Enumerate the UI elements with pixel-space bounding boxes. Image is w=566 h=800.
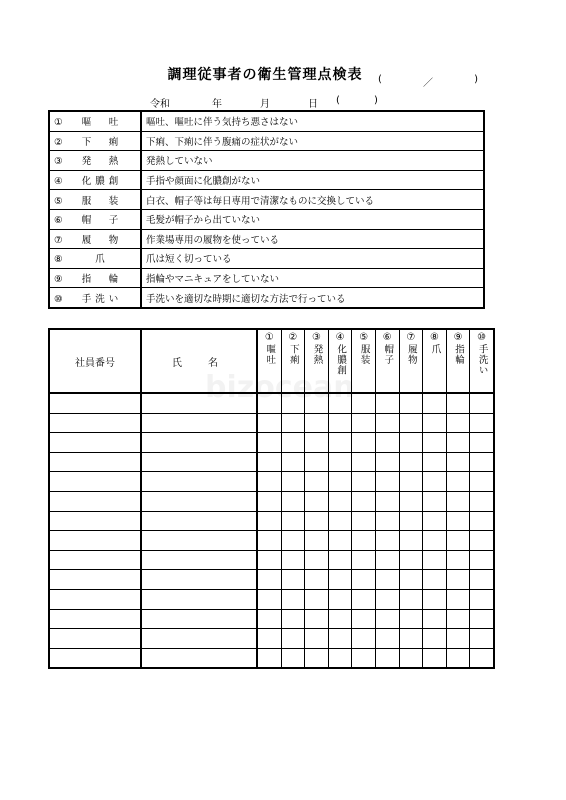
check-cell[interactable] [328,550,352,570]
check-column-number: ③ [312,332,321,343]
check-cell[interactable] [281,609,305,629]
check-cell[interactable] [423,452,447,472]
check-cell[interactable] [399,609,423,629]
check-cell[interactable] [281,472,305,492]
check-cell[interactable] [352,570,376,590]
check-cell[interactable] [352,452,376,472]
checklist-item-label: 手洗い [81,293,123,305]
check-cell[interactable] [399,491,423,511]
employee-id-cell[interactable] [49,550,141,570]
checklist-item-description: 白衣、帽子等は毎日専用で清潔なものに交換している [141,190,484,210]
employee-name-cell[interactable] [141,433,257,453]
employee-id-cell[interactable] [49,393,141,413]
check-cell[interactable] [423,609,447,629]
check-column-number: ⑧ [429,332,439,343]
checklist-row [49,190,484,210]
checklist-item-name [49,111,141,131]
checklist-item-name [49,151,141,171]
checklist-item-number: ⑤ [54,195,63,207]
check-cell[interactable] [446,531,470,551]
check-cell[interactable] [352,413,376,433]
checklist-item-name [49,170,141,190]
check-cell[interactable] [352,609,376,629]
check-cell[interactable] [328,433,352,453]
check-cell[interactable] [470,491,494,511]
table-row [49,433,494,453]
employee-check-grid [48,328,495,669]
date-month: 月 [260,99,270,110]
check-column-header [305,329,329,393]
checklist-item-name [49,190,141,210]
check-column-header [399,329,423,393]
check-cell[interactable] [423,550,447,570]
check-cell[interactable] [257,570,281,590]
employee-name-cell[interactable] [141,609,257,629]
check-cell[interactable] [375,531,399,551]
checklist-item-label: 履 物 [81,234,123,246]
check-column-header [352,329,376,393]
checklist-item-name [49,131,141,151]
check-cell[interactable] [399,472,423,492]
checklist-item-label: 帽 子 [81,215,123,227]
check-cell[interactable] [281,648,305,668]
check-cell[interactable] [446,413,470,433]
checklist-item-label: 発 熱 [81,156,123,168]
check-cell[interactable] [305,589,329,609]
check-cell[interactable] [446,609,470,629]
check-cell[interactable] [423,511,447,531]
employee-name-cell[interactable] [141,629,257,649]
table-row [49,629,494,649]
checklist-item-name [49,209,141,229]
check-column-number: ① [264,332,274,343]
checklist-item-number: ⑩ [54,293,63,305]
check-cell[interactable] [305,609,329,629]
check-cell[interactable] [305,433,329,453]
check-cell[interactable] [399,648,423,668]
checklist-item-description: 下痢、下痢に伴う腹痛の症状がない [141,131,484,151]
employee-id-cell[interactable] [49,433,141,453]
check-cell[interactable] [281,511,305,531]
checklist-item-description: 作業場専用の履物を使っている [141,229,484,249]
check-cell[interactable] [281,491,305,511]
employee-id-cell[interactable] [49,589,141,609]
check-column-label: 嘔吐 [264,344,276,365]
check-cell[interactable] [423,472,447,492]
check-cell[interactable] [328,570,352,590]
check-column-number: ② [288,332,298,343]
check-column-label: 化膿創 [335,344,347,376]
check-cell[interactable] [375,589,399,609]
checklist-row [49,229,484,249]
check-column-header [328,329,352,393]
employee-name-cell[interactable] [141,413,257,433]
checklist-item-description: 手洗いを適切な時期に適切な方法で行っている [141,288,484,308]
check-cell[interactable] [305,491,329,511]
check-cell[interactable] [281,629,305,649]
check-cell[interactable] [470,413,494,433]
check-cell[interactable] [470,550,494,570]
check-cell[interactable] [281,433,305,453]
page-title: 調理従事者の衛生管理点検表 [167,67,363,83]
checklist-row [49,111,484,131]
employee-id-cell[interactable] [49,511,141,531]
check-column-number: ⑩ [477,332,487,343]
check-cell[interactable] [257,609,281,629]
check-cell[interactable] [281,550,305,570]
check-cell[interactable] [305,511,329,531]
checklist-item-name [49,229,141,249]
table-row [49,452,494,472]
page-counter-close: ) [474,74,478,85]
check-cell[interactable] [328,531,352,551]
check-cell[interactable] [399,452,423,472]
check-cell[interactable] [423,413,447,433]
check-cell[interactable] [399,413,423,433]
check-cell[interactable] [305,393,329,413]
check-cell[interactable] [446,589,470,609]
table-row [49,491,494,511]
check-column-header [375,329,399,393]
checklist-item-number: ⑥ [54,215,63,227]
check-cell[interactable] [399,511,423,531]
check-cell[interactable] [470,648,494,668]
checklist-item-number: ⑧ [54,254,63,266]
check-cell[interactable] [305,550,329,570]
checklist-item-description: 手指や顔面に化膿創がない [141,170,484,190]
checklist-item-number: ⑦ [54,234,63,246]
employee-name-cell[interactable] [141,491,257,511]
check-cell[interactable] [352,433,376,453]
check-cell[interactable] [399,433,423,453]
check-cell[interactable] [375,511,399,531]
check-cell[interactable] [305,531,329,551]
check-column-label: 下痢 [287,344,299,365]
check-cell[interactable] [375,413,399,433]
employee-id-header: 社員番号 [49,329,141,393]
check-cell[interactable] [446,393,470,413]
check-cell[interactable] [257,413,281,433]
weekday-close: ) [374,95,378,106]
page-counter-open: ( [378,74,382,85]
table-row [49,511,494,531]
check-column-number: ④ [335,332,345,343]
check-cell[interactable] [470,629,494,649]
check-column-number: ⑥ [382,332,392,343]
checklist-item-number: ③ [54,156,63,168]
employee-id-cell[interactable] [49,472,141,492]
check-cell[interactable] [375,433,399,453]
check-cell[interactable] [375,472,399,492]
checklist-row [49,288,484,308]
checklist-row [49,151,484,171]
check-cell[interactable] [375,393,399,413]
check-cell[interactable] [257,589,281,609]
check-cell[interactable] [470,433,494,453]
check-cell[interactable] [257,550,281,570]
check-cell[interactable] [470,589,494,609]
employee-id-cell[interactable] [49,413,141,433]
check-cell[interactable] [305,413,329,433]
check-cell[interactable] [470,570,494,590]
table-row [49,570,494,590]
check-cell[interactable] [446,433,470,453]
check-cell[interactable] [328,609,352,629]
check-cell[interactable] [328,472,352,492]
checklist-item-label: 指 輪 [81,274,123,286]
check-cell[interactable] [305,629,329,649]
check-cell[interactable] [257,472,281,492]
check-cell[interactable] [446,511,470,531]
check-column-label: 指輪 [453,344,465,365]
check-cell[interactable] [257,629,281,649]
employee-id-cell[interactable] [49,609,141,629]
employee-name-cell[interactable] [141,393,257,413]
check-cell[interactable] [257,452,281,472]
check-column-number: ⑤ [359,332,369,343]
check-cell[interactable] [423,393,447,413]
check-cell[interactable] [305,452,329,472]
check-cell[interactable] [423,648,447,668]
checklist-item-number: ⑨ [54,274,63,286]
check-cell[interactable] [446,629,470,649]
check-cell[interactable] [470,393,494,413]
checklist-item-description: 嘔吐、嘔吐に伴う気持ち悪さはない [141,111,484,131]
check-column-label: 服装 [358,344,370,365]
checklist-item-description: 指輪やマニキュアをしていない [141,268,484,288]
check-cell[interactable] [257,648,281,668]
check-cell[interactable] [352,589,376,609]
check-cell[interactable] [470,472,494,492]
checklist-item-name [49,268,141,288]
check-cell[interactable] [423,629,447,649]
weekday-open: ( [336,95,340,106]
check-cell[interactable] [446,648,470,668]
checklist-item-label: 服 装 [81,195,123,207]
check-cell[interactable] [352,531,376,551]
checklist-item-name [49,288,141,308]
employee-id-cell[interactable] [49,629,141,649]
check-cell[interactable] [446,472,470,492]
check-cell[interactable] [399,589,423,609]
check-cell[interactable] [328,648,352,668]
table-row [49,589,494,609]
date-line [150,95,378,110]
check-cell[interactable] [328,452,352,472]
check-cell[interactable] [399,570,423,590]
check-column-label: 爪 [429,344,441,355]
check-cell[interactable] [305,648,329,668]
date-day: 日 [308,99,318,110]
checklist-item-label: 爪 [95,254,109,266]
table-row [49,393,494,413]
employee-name-cell[interactable] [141,570,257,590]
check-column-header [423,329,447,393]
checklist-row [49,249,484,269]
check-cell[interactable] [470,452,494,472]
check-column-label: 履物 [405,344,417,365]
check-cell[interactable] [352,550,376,570]
check-cell[interactable] [328,629,352,649]
page-counter [378,74,478,89]
checklist-item-description: 爪は短く切っている [141,249,484,269]
table-row [49,413,494,433]
checklist-item-label: 下 痢 [81,136,123,148]
check-cell[interactable] [281,413,305,433]
watermark: bizocean [205,370,355,405]
table-row [49,648,494,668]
table-row [49,609,494,629]
check-column-header [446,329,470,393]
check-cell[interactable] [257,393,281,413]
check-cell[interactable] [375,609,399,629]
check-cell[interactable] [470,511,494,531]
checklist-item-description: 発熱していない [141,151,484,171]
check-cell[interactable] [352,648,376,668]
date-era: 令和 [150,99,170,110]
check-cell[interactable] [423,491,447,511]
checklist-item-label: 化膿創 [81,176,123,188]
check-cell[interactable] [446,570,470,590]
check-column-header [281,329,305,393]
check-cell[interactable] [281,452,305,472]
date-year: 年 [212,99,222,110]
check-cell[interactable] [375,648,399,668]
employee-id-cell[interactable] [49,570,141,590]
check-cell[interactable] [423,570,447,590]
check-cell[interactable] [399,393,423,413]
check-column-header [470,329,494,393]
check-cell[interactable] [328,589,352,609]
check-cell[interactable] [375,452,399,472]
checklist-item-name [49,249,141,269]
employee-id-cell[interactable] [49,452,141,472]
check-cell[interactable] [281,393,305,413]
checklist-item-number: ② [54,136,63,148]
check-cell[interactable] [305,570,329,590]
check-cell[interactable] [399,531,423,551]
employee-id-cell[interactable] [49,648,141,668]
check-column-header [257,329,281,393]
check-cell[interactable] [257,491,281,511]
check-cell[interactable] [446,550,470,570]
check-cell[interactable] [375,570,399,590]
check-cell[interactable] [352,472,376,492]
check-cell[interactable] [423,589,447,609]
check-cell[interactable] [328,413,352,433]
check-column-label: 発熱 [311,344,323,365]
check-cell[interactable] [446,491,470,511]
check-cell[interactable] [375,491,399,511]
check-cell[interactable] [375,550,399,570]
checklist-row [49,209,484,229]
check-cell[interactable] [257,531,281,551]
check-cell[interactable] [281,570,305,590]
checklist-item-label: 嘔 吐 [81,117,123,129]
checklist-row [49,170,484,190]
check-column-number: ⑦ [406,332,416,343]
check-cell[interactable] [446,452,470,472]
checklist-row [49,131,484,151]
employee-name-cell[interactable] [141,511,257,531]
check-cell[interactable] [423,531,447,551]
check-cell[interactable] [305,472,329,492]
check-cell[interactable] [328,393,352,413]
check-cell[interactable] [328,511,352,531]
check-cell[interactable] [399,550,423,570]
name-header: 氏 名 [141,329,257,393]
table-row [49,531,494,551]
check-column-label: 手洗い [476,344,488,376]
employee-name-cell[interactable] [141,589,257,609]
table-row [49,550,494,570]
checklist-item-number: ④ [54,176,63,188]
check-cell[interactable] [399,629,423,649]
check-column-number: ⑨ [453,332,463,343]
check-cell[interactable] [257,511,281,531]
check-cell[interactable] [352,511,376,531]
check-cell[interactable] [257,433,281,453]
checklist-item-description: 毛髪が帽子から出ていない [141,209,484,229]
check-cell[interactable] [423,433,447,453]
employee-id-cell[interactable] [49,531,141,551]
check-cell[interactable] [352,629,376,649]
employee-name-cell[interactable] [141,452,257,472]
employee-name-cell[interactable] [141,531,257,551]
page-counter-slash: ／ [423,78,433,89]
check-cell[interactable] [352,491,376,511]
check-cell[interactable] [470,609,494,629]
employee-name-cell[interactable] [141,550,257,570]
checklist-item-number: ① [54,117,63,129]
employee-name-cell[interactable] [141,472,257,492]
check-cell[interactable] [352,393,376,413]
employee-id-cell[interactable] [49,491,141,511]
check-cell[interactable] [328,491,352,511]
check-cell[interactable] [470,531,494,551]
check-cell[interactable] [375,629,399,649]
checklist-table [48,110,485,309]
table-row [49,472,494,492]
checklist-row [49,268,484,288]
check-column-label: 帽子 [382,344,394,365]
check-cell[interactable] [281,589,305,609]
employee-name-cell[interactable] [141,648,257,668]
check-cell[interactable] [281,531,305,551]
